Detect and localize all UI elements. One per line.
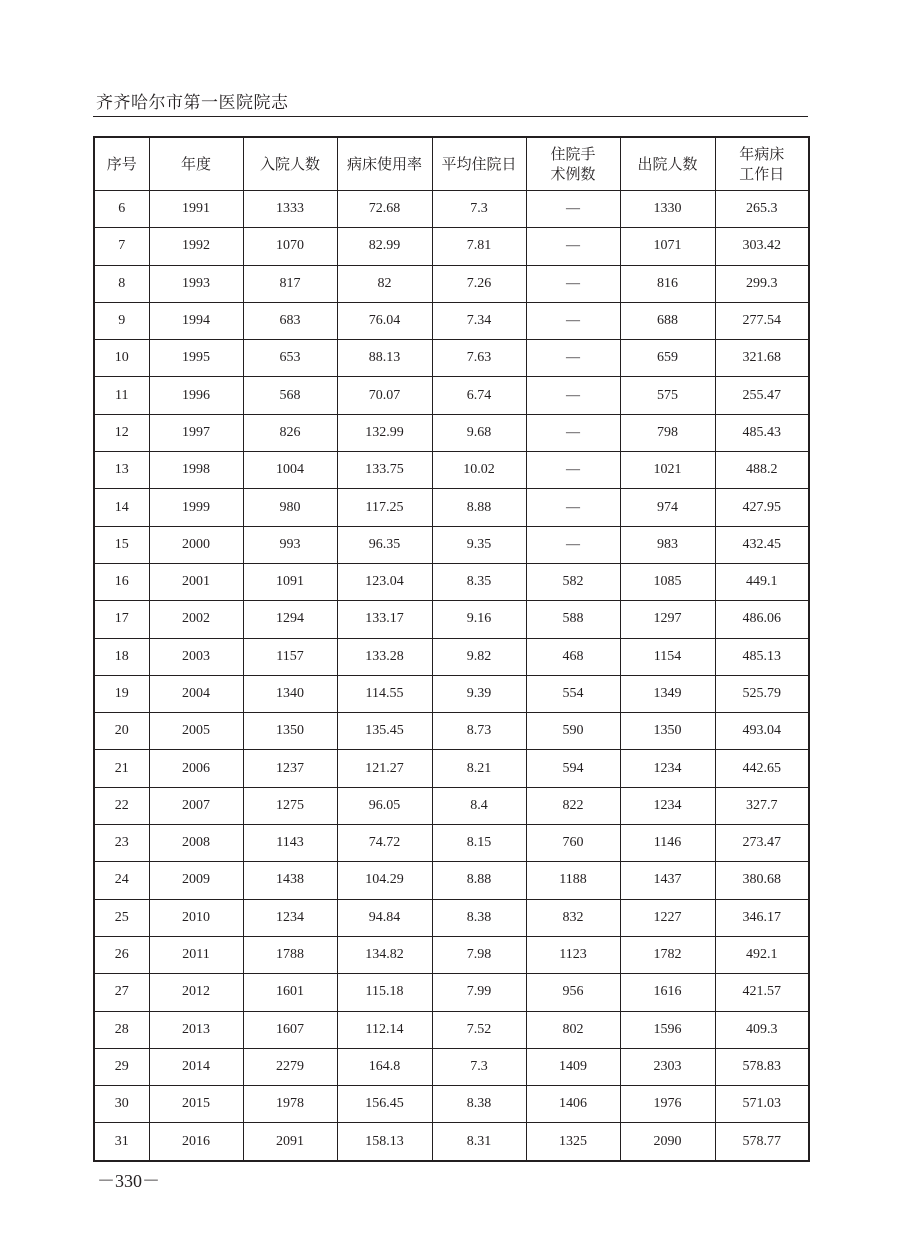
table-row <box>94 414 809 451</box>
cell-bed-workdays: 303.42 <box>715 228 809 265</box>
cell-avg-stay: 7.3 <box>432 191 526 228</box>
cell-bed-workdays: 346.17 <box>715 899 809 936</box>
cell-admissions: 568 <box>243 377 337 414</box>
cell-year: 2009 <box>149 862 243 899</box>
col-header-year: 年度 <box>149 137 243 191</box>
col-header-discharges: 出院人数 <box>620 137 715 191</box>
table-row <box>94 489 809 526</box>
cell-bed-workdays: 432.45 <box>715 526 809 563</box>
cell-year: 2002 <box>149 601 243 638</box>
cell-bed-usage-rate: 96.05 <box>337 787 432 824</box>
cell-discharges: 575 <box>620 377 715 414</box>
table-row <box>94 1048 809 1085</box>
cell-bed-usage-rate: 132.99 <box>337 414 432 451</box>
cell-year: 2000 <box>149 526 243 563</box>
cell-year: 1992 <box>149 228 243 265</box>
cell-discharges: 1234 <box>620 787 715 824</box>
cell-index: 25 <box>94 899 149 936</box>
cell-surgeries: — <box>526 414 620 451</box>
table-row <box>94 1011 809 1048</box>
cell-surgeries: 554 <box>526 675 620 712</box>
cell-index: 27 <box>94 974 149 1011</box>
cell-index: 6 <box>94 191 149 228</box>
cell-discharges: 1437 <box>620 862 715 899</box>
table-row <box>94 601 809 638</box>
cell-index: 16 <box>94 563 149 600</box>
running-head-title: 齐齐哈尔市第一医院院志 <box>96 93 289 113</box>
cell-admissions: 1294 <box>243 601 337 638</box>
cell-avg-stay: 9.35 <box>432 526 526 563</box>
cell-year: 2012 <box>149 974 243 1011</box>
cell-discharges: 1596 <box>620 1011 715 1048</box>
cell-index: 8 <box>94 265 149 302</box>
cell-year: 1999 <box>149 489 243 526</box>
cell-admissions: 653 <box>243 340 337 377</box>
cell-avg-stay: 8.38 <box>432 899 526 936</box>
table-row <box>94 936 809 973</box>
cell-bed-workdays: 265.3 <box>715 191 809 228</box>
cell-year: 1995 <box>149 340 243 377</box>
table-row <box>94 675 809 712</box>
cell-bed-usage-rate: 158.13 <box>337 1123 432 1161</box>
cell-admissions: 2091 <box>243 1123 337 1161</box>
cell-index: 14 <box>94 489 149 526</box>
cell-avg-stay: 8.73 <box>432 713 526 750</box>
cell-avg-stay: 8.88 <box>432 862 526 899</box>
cell-avg-stay: 7.3 <box>432 1048 526 1085</box>
cell-avg-stay: 8.35 <box>432 563 526 600</box>
cell-bed-workdays: 273.47 <box>715 825 809 862</box>
cell-year: 2016 <box>149 1123 243 1161</box>
cell-index: 13 <box>94 452 149 489</box>
cell-admissions: 2279 <box>243 1048 337 1085</box>
cell-admissions: 1143 <box>243 825 337 862</box>
cell-bed-workdays: 427.95 <box>715 489 809 526</box>
table-row <box>94 228 809 265</box>
cell-surgeries: — <box>526 302 620 339</box>
cell-discharges: 2090 <box>620 1123 715 1161</box>
cell-bed-usage-rate: 135.45 <box>337 713 432 750</box>
cell-avg-stay: 8.4 <box>432 787 526 824</box>
cell-year: 2006 <box>149 750 243 787</box>
cell-avg-stay: 8.21 <box>432 750 526 787</box>
cell-admissions: 1237 <box>243 750 337 787</box>
cell-admissions: 1788 <box>243 936 337 973</box>
cell-bed-usage-rate: 82.99 <box>337 228 432 265</box>
cell-bed-usage-rate: 112.14 <box>337 1011 432 1048</box>
cell-index: 26 <box>94 936 149 973</box>
table-row <box>94 1123 809 1161</box>
cell-year: 2008 <box>149 825 243 862</box>
cell-avg-stay: 7.99 <box>432 974 526 1011</box>
cell-surgeries: — <box>526 265 620 302</box>
cell-surgeries: 1406 <box>526 1086 620 1123</box>
table-row <box>94 302 809 339</box>
cell-admissions: 1978 <box>243 1086 337 1123</box>
col-header-surgeries: 住院手 术例数 <box>526 137 620 191</box>
cell-index: 31 <box>94 1123 149 1161</box>
table-row <box>94 265 809 302</box>
cell-bed-workdays: 255.47 <box>715 377 809 414</box>
cell-bed-usage-rate: 134.82 <box>337 936 432 973</box>
cell-surgeries: — <box>526 489 620 526</box>
cell-bed-workdays: 409.3 <box>715 1011 809 1048</box>
cell-index: 24 <box>94 862 149 899</box>
cell-index: 10 <box>94 340 149 377</box>
cell-bed-workdays: 525.79 <box>715 675 809 712</box>
cell-year: 1998 <box>149 452 243 489</box>
cell-bed-usage-rate: 104.29 <box>337 862 432 899</box>
cell-avg-stay: 7.26 <box>432 265 526 302</box>
cell-index: 28 <box>94 1011 149 1048</box>
cell-admissions: 1070 <box>243 228 337 265</box>
cell-avg-stay: 9.82 <box>432 638 526 675</box>
cell-surgeries: 582 <box>526 563 620 600</box>
cell-bed-usage-rate: 94.84 <box>337 899 432 936</box>
cell-surgeries: 802 <box>526 1011 620 1048</box>
table-row <box>94 340 809 377</box>
cell-surgeries: 760 <box>526 825 620 862</box>
cell-discharges: 1154 <box>620 638 715 675</box>
table-row <box>94 899 809 936</box>
cell-bed-usage-rate: 114.55 <box>337 675 432 712</box>
cell-bed-usage-rate: 82 <box>337 265 432 302</box>
cell-avg-stay: 7.63 <box>432 340 526 377</box>
cell-admissions: 1438 <box>243 862 337 899</box>
cell-bed-usage-rate: 72.68 <box>337 191 432 228</box>
cell-index: 12 <box>94 414 149 451</box>
cell-discharges: 974 <box>620 489 715 526</box>
cell-admissions: 1157 <box>243 638 337 675</box>
cell-bed-usage-rate: 164.8 <box>337 1048 432 1085</box>
cell-surgeries: 594 <box>526 750 620 787</box>
cell-admissions: 1340 <box>243 675 337 712</box>
cell-year: 1996 <box>149 377 243 414</box>
cell-bed-usage-rate: 133.17 <box>337 601 432 638</box>
cell-surgeries: — <box>526 526 620 563</box>
table-row <box>94 825 809 862</box>
cell-avg-stay: 8.88 <box>432 489 526 526</box>
cell-discharges: 1976 <box>620 1086 715 1123</box>
table-row <box>94 750 809 787</box>
cell-bed-workdays: 578.77 <box>715 1123 809 1161</box>
cell-bed-usage-rate: 70.07 <box>337 377 432 414</box>
cell-avg-stay: 9.16 <box>432 601 526 638</box>
cell-bed-workdays: 571.03 <box>715 1086 809 1123</box>
cell-discharges: 1616 <box>620 974 715 1011</box>
cell-bed-usage-rate: 74.72 <box>337 825 432 862</box>
cell-avg-stay: 10.02 <box>432 452 526 489</box>
cell-bed-workdays: 421.57 <box>715 974 809 1011</box>
cell-index: 30 <box>94 1086 149 1123</box>
cell-bed-workdays: 485.13 <box>715 638 809 675</box>
cell-bed-workdays: 442.65 <box>715 750 809 787</box>
cell-index: 11 <box>94 377 149 414</box>
table-row <box>94 563 809 600</box>
table-header-row <box>94 137 809 191</box>
cell-admissions: 1350 <box>243 713 337 750</box>
cell-index: 20 <box>94 713 149 750</box>
cell-discharges: 2303 <box>620 1048 715 1085</box>
cell-bed-usage-rate: 133.75 <box>337 452 432 489</box>
cell-surgeries: — <box>526 228 620 265</box>
cell-surgeries: 1409 <box>526 1048 620 1085</box>
cell-surgeries: 468 <box>526 638 620 675</box>
cell-bed-usage-rate: 117.25 <box>337 489 432 526</box>
cell-admissions: 980 <box>243 489 337 526</box>
cell-year: 2014 <box>149 1048 243 1085</box>
cell-bed-usage-rate: 76.04 <box>337 302 432 339</box>
cell-avg-stay: 8.15 <box>432 825 526 862</box>
cell-admissions: 817 <box>243 265 337 302</box>
cell-surgeries: — <box>526 191 620 228</box>
cell-bed-workdays: 493.04 <box>715 713 809 750</box>
cell-admissions: 1004 <box>243 452 337 489</box>
cell-surgeries: 956 <box>526 974 620 1011</box>
table-row <box>94 974 809 1011</box>
cell-surgeries: 590 <box>526 713 620 750</box>
cell-admissions: 826 <box>243 414 337 451</box>
table-row <box>94 862 809 899</box>
cell-year: 2010 <box>149 899 243 936</box>
cell-admissions: 1601 <box>243 974 337 1011</box>
cell-year: 2005 <box>149 713 243 750</box>
cell-admissions: 1607 <box>243 1011 337 1048</box>
cell-year: 2001 <box>149 563 243 600</box>
cell-avg-stay: 8.38 <box>432 1086 526 1123</box>
cell-admissions: 1234 <box>243 899 337 936</box>
table-row <box>94 526 809 563</box>
cell-admissions: 993 <box>243 526 337 563</box>
cell-bed-workdays: 299.3 <box>715 265 809 302</box>
cell-avg-stay: 7.98 <box>432 936 526 973</box>
col-header-admissions: 入院人数 <box>243 137 337 191</box>
cell-admissions: 1091 <box>243 563 337 600</box>
table-row <box>94 1086 809 1123</box>
cell-index: 19 <box>94 675 149 712</box>
cell-index: 22 <box>94 787 149 824</box>
header-rule <box>93 116 808 117</box>
cell-year: 2015 <box>149 1086 243 1123</box>
cell-bed-usage-rate: 121.27 <box>337 750 432 787</box>
cell-bed-workdays: 449.1 <box>715 563 809 600</box>
statistics-table <box>93 136 810 1162</box>
cell-surgeries: 1188 <box>526 862 620 899</box>
cell-discharges: 1146 <box>620 825 715 862</box>
cell-bed-workdays: 380.68 <box>715 862 809 899</box>
cell-avg-stay: 7.81 <box>432 228 526 265</box>
cell-index: 23 <box>94 825 149 862</box>
cell-year: 2013 <box>149 1011 243 1048</box>
cell-discharges: 1297 <box>620 601 715 638</box>
cell-index: 9 <box>94 302 149 339</box>
col-header-avg-stay: 平均住院日 <box>432 137 526 191</box>
col-header-bed-usage-rate: 病床使用率 <box>337 137 432 191</box>
cell-surgeries: — <box>526 340 620 377</box>
cell-surgeries: 588 <box>526 601 620 638</box>
table-row <box>94 377 809 414</box>
table-row <box>94 452 809 489</box>
cell-surgeries: 1325 <box>526 1123 620 1161</box>
cell-bed-workdays: 486.06 <box>715 601 809 638</box>
cell-index: 15 <box>94 526 149 563</box>
cell-surgeries: — <box>526 452 620 489</box>
cell-year: 1991 <box>149 191 243 228</box>
cell-year: 2011 <box>149 936 243 973</box>
cell-discharges: 798 <box>620 414 715 451</box>
cell-bed-workdays: 277.54 <box>715 302 809 339</box>
cell-avg-stay: 7.52 <box>432 1011 526 1048</box>
cell-discharges: 983 <box>620 526 715 563</box>
cell-discharges: 1330 <box>620 191 715 228</box>
cell-year: 2004 <box>149 675 243 712</box>
cell-admissions: 1275 <box>243 787 337 824</box>
cell-discharges: 816 <box>620 265 715 302</box>
cell-index: 7 <box>94 228 149 265</box>
cell-year: 2007 <box>149 787 243 824</box>
cell-avg-stay: 9.68 <box>432 414 526 451</box>
cell-discharges: 1071 <box>620 228 715 265</box>
cell-discharges: 659 <box>620 340 715 377</box>
cell-bed-workdays: 485.43 <box>715 414 809 451</box>
cell-discharges: 688 <box>620 302 715 339</box>
cell-surgeries: 822 <box>526 787 620 824</box>
cell-avg-stay: 8.31 <box>432 1123 526 1161</box>
cell-avg-stay: 9.39 <box>432 675 526 712</box>
cell-admissions: 683 <box>243 302 337 339</box>
cell-bed-usage-rate: 133.28 <box>337 638 432 675</box>
cell-discharges: 1782 <box>620 936 715 973</box>
cell-index: 17 <box>94 601 149 638</box>
cell-year: 1993 <box>149 265 243 302</box>
cell-bed-workdays: 488.2 <box>715 452 809 489</box>
cell-surgeries: 1123 <box>526 936 620 973</box>
cell-avg-stay: 6.74 <box>432 377 526 414</box>
cell-bed-usage-rate: 88.13 <box>337 340 432 377</box>
cell-discharges: 1227 <box>620 899 715 936</box>
cell-surgeries: 832 <box>526 899 620 936</box>
cell-discharges: 1021 <box>620 452 715 489</box>
cell-year: 2003 <box>149 638 243 675</box>
cell-year: 1997 <box>149 414 243 451</box>
cell-admissions: 1333 <box>243 191 337 228</box>
table-row <box>94 787 809 824</box>
cell-index: 18 <box>94 638 149 675</box>
cell-bed-usage-rate: 96.35 <box>337 526 432 563</box>
table-row <box>94 713 809 750</box>
cell-avg-stay: 7.34 <box>432 302 526 339</box>
cell-bed-workdays: 321.68 <box>715 340 809 377</box>
cell-discharges: 1085 <box>620 563 715 600</box>
table-row <box>94 638 809 675</box>
page-number: －330－ <box>97 1171 160 1191</box>
cell-bed-usage-rate: 115.18 <box>337 974 432 1011</box>
cell-bed-workdays: 492.1 <box>715 936 809 973</box>
cell-discharges: 1350 <box>620 713 715 750</box>
table-body <box>94 191 809 1161</box>
cell-bed-workdays: 578.83 <box>715 1048 809 1085</box>
cell-surgeries: — <box>526 377 620 414</box>
cell-bed-workdays: 327.7 <box>715 787 809 824</box>
cell-discharges: 1234 <box>620 750 715 787</box>
cell-bed-usage-rate: 123.04 <box>337 563 432 600</box>
cell-index: 29 <box>94 1048 149 1085</box>
col-header-index: 序号 <box>94 137 149 191</box>
cell-bed-usage-rate: 156.45 <box>337 1086 432 1123</box>
cell-discharges: 1349 <box>620 675 715 712</box>
cell-year: 1994 <box>149 302 243 339</box>
cell-index: 21 <box>94 750 149 787</box>
table-row <box>94 191 809 228</box>
col-header-bed-workdays: 年病床 工作日 <box>715 137 809 191</box>
